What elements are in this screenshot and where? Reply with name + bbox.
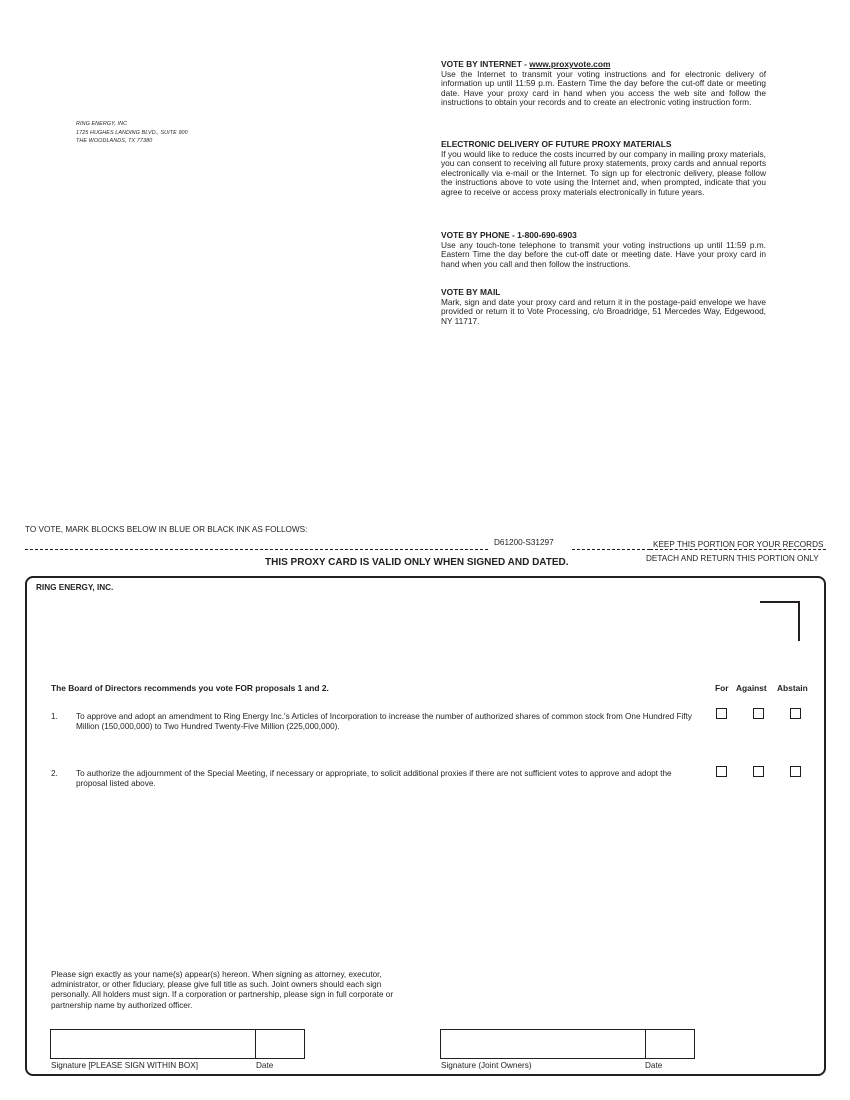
vote-by-mail-section <box>441 288 766 326</box>
valid-notice: THIS PROXY CARD IS VALID ONLY WHEN SIGNED AND DATED. <box>265 557 569 568</box>
company-address <box>76 120 188 146</box>
board-recommendation: The Board of Directors recommends you vote FOR proposals 1 and 2. <box>51 683 329 693</box>
control-code: D61200-S31297 <box>494 538 554 547</box>
joint-date-box[interactable] <box>645 1029 695 1059</box>
address-name: RING ENERGY, INC <box>76 121 128 127</box>
proposal-2-abstain-checkbox[interactable] <box>790 766 801 777</box>
proxyvote-link[interactable]: www.proxyvote.com <box>529 59 611 69</box>
column-against: Against <box>736 683 767 693</box>
joint-date-label: Date <box>645 1061 663 1070</box>
vote-by-phone-heading: VOTE BY PHONE - 1-800-690-6903 <box>441 230 577 240</box>
address-window-corner <box>760 601 800 641</box>
column-for: For <box>715 683 729 693</box>
vote-by-internet-section <box>441 60 766 108</box>
proposal-1-for-checkbox[interactable] <box>716 708 727 719</box>
vote-by-phone-section <box>441 231 766 269</box>
proposal-1-abstain-checkbox[interactable] <box>790 708 801 719</box>
signature-label: Signature [PLEASE SIGN WITHIN BOX] <box>51 1061 198 1070</box>
proposal-1-number: 1. <box>51 712 58 721</box>
detach-portion-label: DETACH AND RETURN THIS PORTION ONLY <box>646 554 819 563</box>
proposal-2-for-checkbox[interactable] <box>716 766 727 777</box>
card-company-name: RING ENERGY, INC. <box>36 583 114 592</box>
proposal-2-number: 2. <box>51 769 58 778</box>
electronic-delivery-body: If you would like to reduce the costs incurred by our company in mailing proxy materials, you can consent to receiving all future proxy statements, proxy cards and annual reports electronically via e-mail or the Internet. To sign up for electronic delivery, please follow the instructions above to vote using the Internet and, when prompted, indicate that you agree to receive or access proxy materials electronically in future years. <box>441 148 766 197</box>
detach-line-right <box>650 549 826 550</box>
to-vote-instruction: TO VOTE, MARK BLOCKS BELOW IN BLUE OR BLACK INK AS FOLLOWS: <box>25 525 308 534</box>
signing-instructions: Please sign exactly as your name(s) appear(s) hereon. When signing as attorney, executor, administrator, or other fiduciary, please give full title as such. Joint owners should each sign personally. All holders must sign. If a corporation or partnership, please sign in full corporate or partnership name by authorized officer. <box>51 970 394 1010</box>
electronic-delivery-section <box>441 140 766 198</box>
proposal-1-against-checkbox[interactable] <box>753 708 764 719</box>
vote-by-internet-heading: VOTE BY INTERNET - www.proxyvote.com <box>441 59 611 69</box>
vote-by-mail-body: Mark, sign and date your proxy card and return it in the postage-paid envelope we have provided or return it to Vote Processing, c/o Broadridge, 51 Mercedes Way, Edgewood, NY 11717. <box>441 296 766 326</box>
joint-signature-box[interactable] <box>440 1029 646 1059</box>
keep-portion-label: KEEP THIS PORTION FOR YOUR RECORDS <box>653 540 824 549</box>
date-label: Date <box>256 1061 274 1070</box>
proposal-1-text: To approve and adopt an amendment to Ring Energy Inc.'s Articles of Incorporation to increase the number of authorized shares of common stock from One Hundred Fifty Million (150,000,000) to Two Hundred Twenty-Five Million (225,000,000). <box>76 712 692 732</box>
vote-by-phone-body: Use any touch-tone telephone to transmit your voting instructions up until 11:59 p.m. Eastern Time the day before the cut-off date or meeting date. Have your proxy card in hand when you call and then follow the instructions. <box>441 239 766 269</box>
column-abstain: Abstain <box>777 683 808 693</box>
proposal-2-text: To authorize the adjournment of the Special Meeting, if necessary or appropriate, to solicit additional proxies if there are not sufficient votes to approve and adopt the proposal listed above. <box>76 769 672 789</box>
proposal-2-against-checkbox[interactable] <box>753 766 764 777</box>
signature-box[interactable] <box>50 1029 256 1059</box>
vote-by-mail-heading: VOTE BY MAIL <box>441 287 501 297</box>
joint-signature-label: Signature (Joint Owners) <box>441 1061 532 1070</box>
vote-by-internet-body: Use the Internet to transmit your voting instructions and for electronic delivery of information up until 11:59 p.m. Eastern Time the day before the cut-off date or meeting date. Have your proxy card in hand when you access the web site and follow the instructions to obtain your records and to create an electronic voting instruction form. <box>441 68 766 108</box>
detach-line-middle <box>572 549 650 550</box>
detach-line-left <box>25 549 488 550</box>
address-street: 1725 HUGHES LANDING BLVD., SUITE 900 <box>76 129 188 136</box>
date-box[interactable] <box>255 1029 305 1059</box>
address-city: THE WOODLANDS, TX 77380 <box>76 138 153 145</box>
electronic-delivery-heading: ELECTRONIC DELIVERY OF FUTURE PROXY MATERIALS <box>441 139 672 149</box>
